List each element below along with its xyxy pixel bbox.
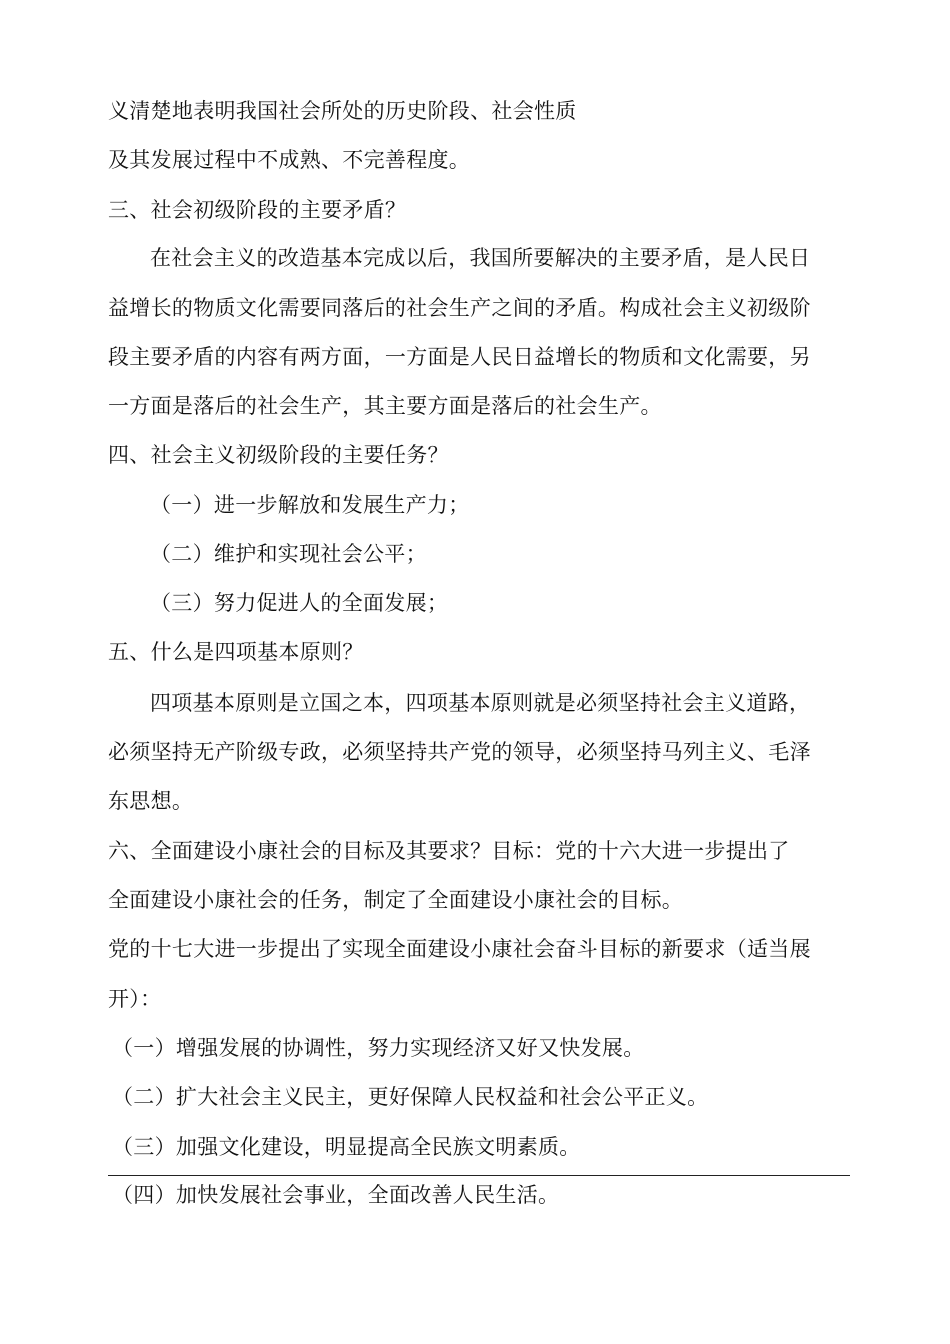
text-line: 及其发展过程中不成熟、不完善程度。 [108, 148, 471, 172]
paragraph-line: 必须坚持无产阶级专政，必须坚持共产党的领导，必须坚持马列主义、毛泽 [108, 740, 811, 764]
paragraph-line: 段主要矛盾的内容有两方面，一方面是人民日益增长的物质和文化需要，另 [108, 345, 811, 369]
list-item: （二）扩大社会主义民主，更好保障人民权益和社会公平正义。 [112, 1085, 709, 1109]
list-item: （二）维护和实现社会公平； [150, 542, 427, 566]
paragraph-line: 党的十七大进一步提出了实现全面建设小康社会奋斗目标的新要求（适当展 [108, 937, 811, 961]
list-item: （一）增强发展的协调性，努力实现经济又好又快发展。 [112, 1036, 645, 1060]
paragraph-line: 东思想。 [108, 789, 194, 813]
horizontal-rule [108, 1175, 850, 1176]
paragraph-line: 一方面是落后的社会生产，其主要方面是落后的社会生产。 [108, 394, 662, 418]
list-item: （一）进一步解放和发展生产力； [150, 493, 470, 517]
list-item: （三）加强文化建设，明显提高全民族文明素质。 [112, 1135, 581, 1159]
section-heading-4: 四、社会主义初级阶段的主要任务？ [108, 443, 449, 467]
paragraph-line: 在社会主义的改造基本完成以后，我国所要解决的主要矛盾，是人民日 [150, 246, 811, 270]
section-heading-6: 六、全面建设小康社会的目标及其要求？目标：党的十六大进一步提出了 [108, 839, 790, 863]
paragraph-line: 益增长的物质文化需要同落后的社会生产之间的矛盾。构成社会主义初级阶 [108, 296, 811, 320]
text-line: 义清楚地表明我国社会所处的历史阶段、社会性质 [108, 99, 577, 123]
list-item: （三）努力促进人的全面发展； [150, 591, 449, 615]
section-heading-3: 三、社会初级阶段的主要矛盾？ [108, 198, 407, 222]
paragraph-line: 开）： [108, 987, 162, 1011]
paragraph-line: 全面建设小康社会的任务，制定了全面建设小康社会的目标。 [108, 888, 684, 912]
section-heading-5: 五、什么是四项基本原则？ [108, 640, 364, 664]
list-item: （四）加快发展社会事业，全面改善人民生活。 [112, 1183, 560, 1207]
paragraph-line: 四项基本原则是立国之本，四项基本原则就是必须坚持社会主义道路， [150, 691, 811, 715]
